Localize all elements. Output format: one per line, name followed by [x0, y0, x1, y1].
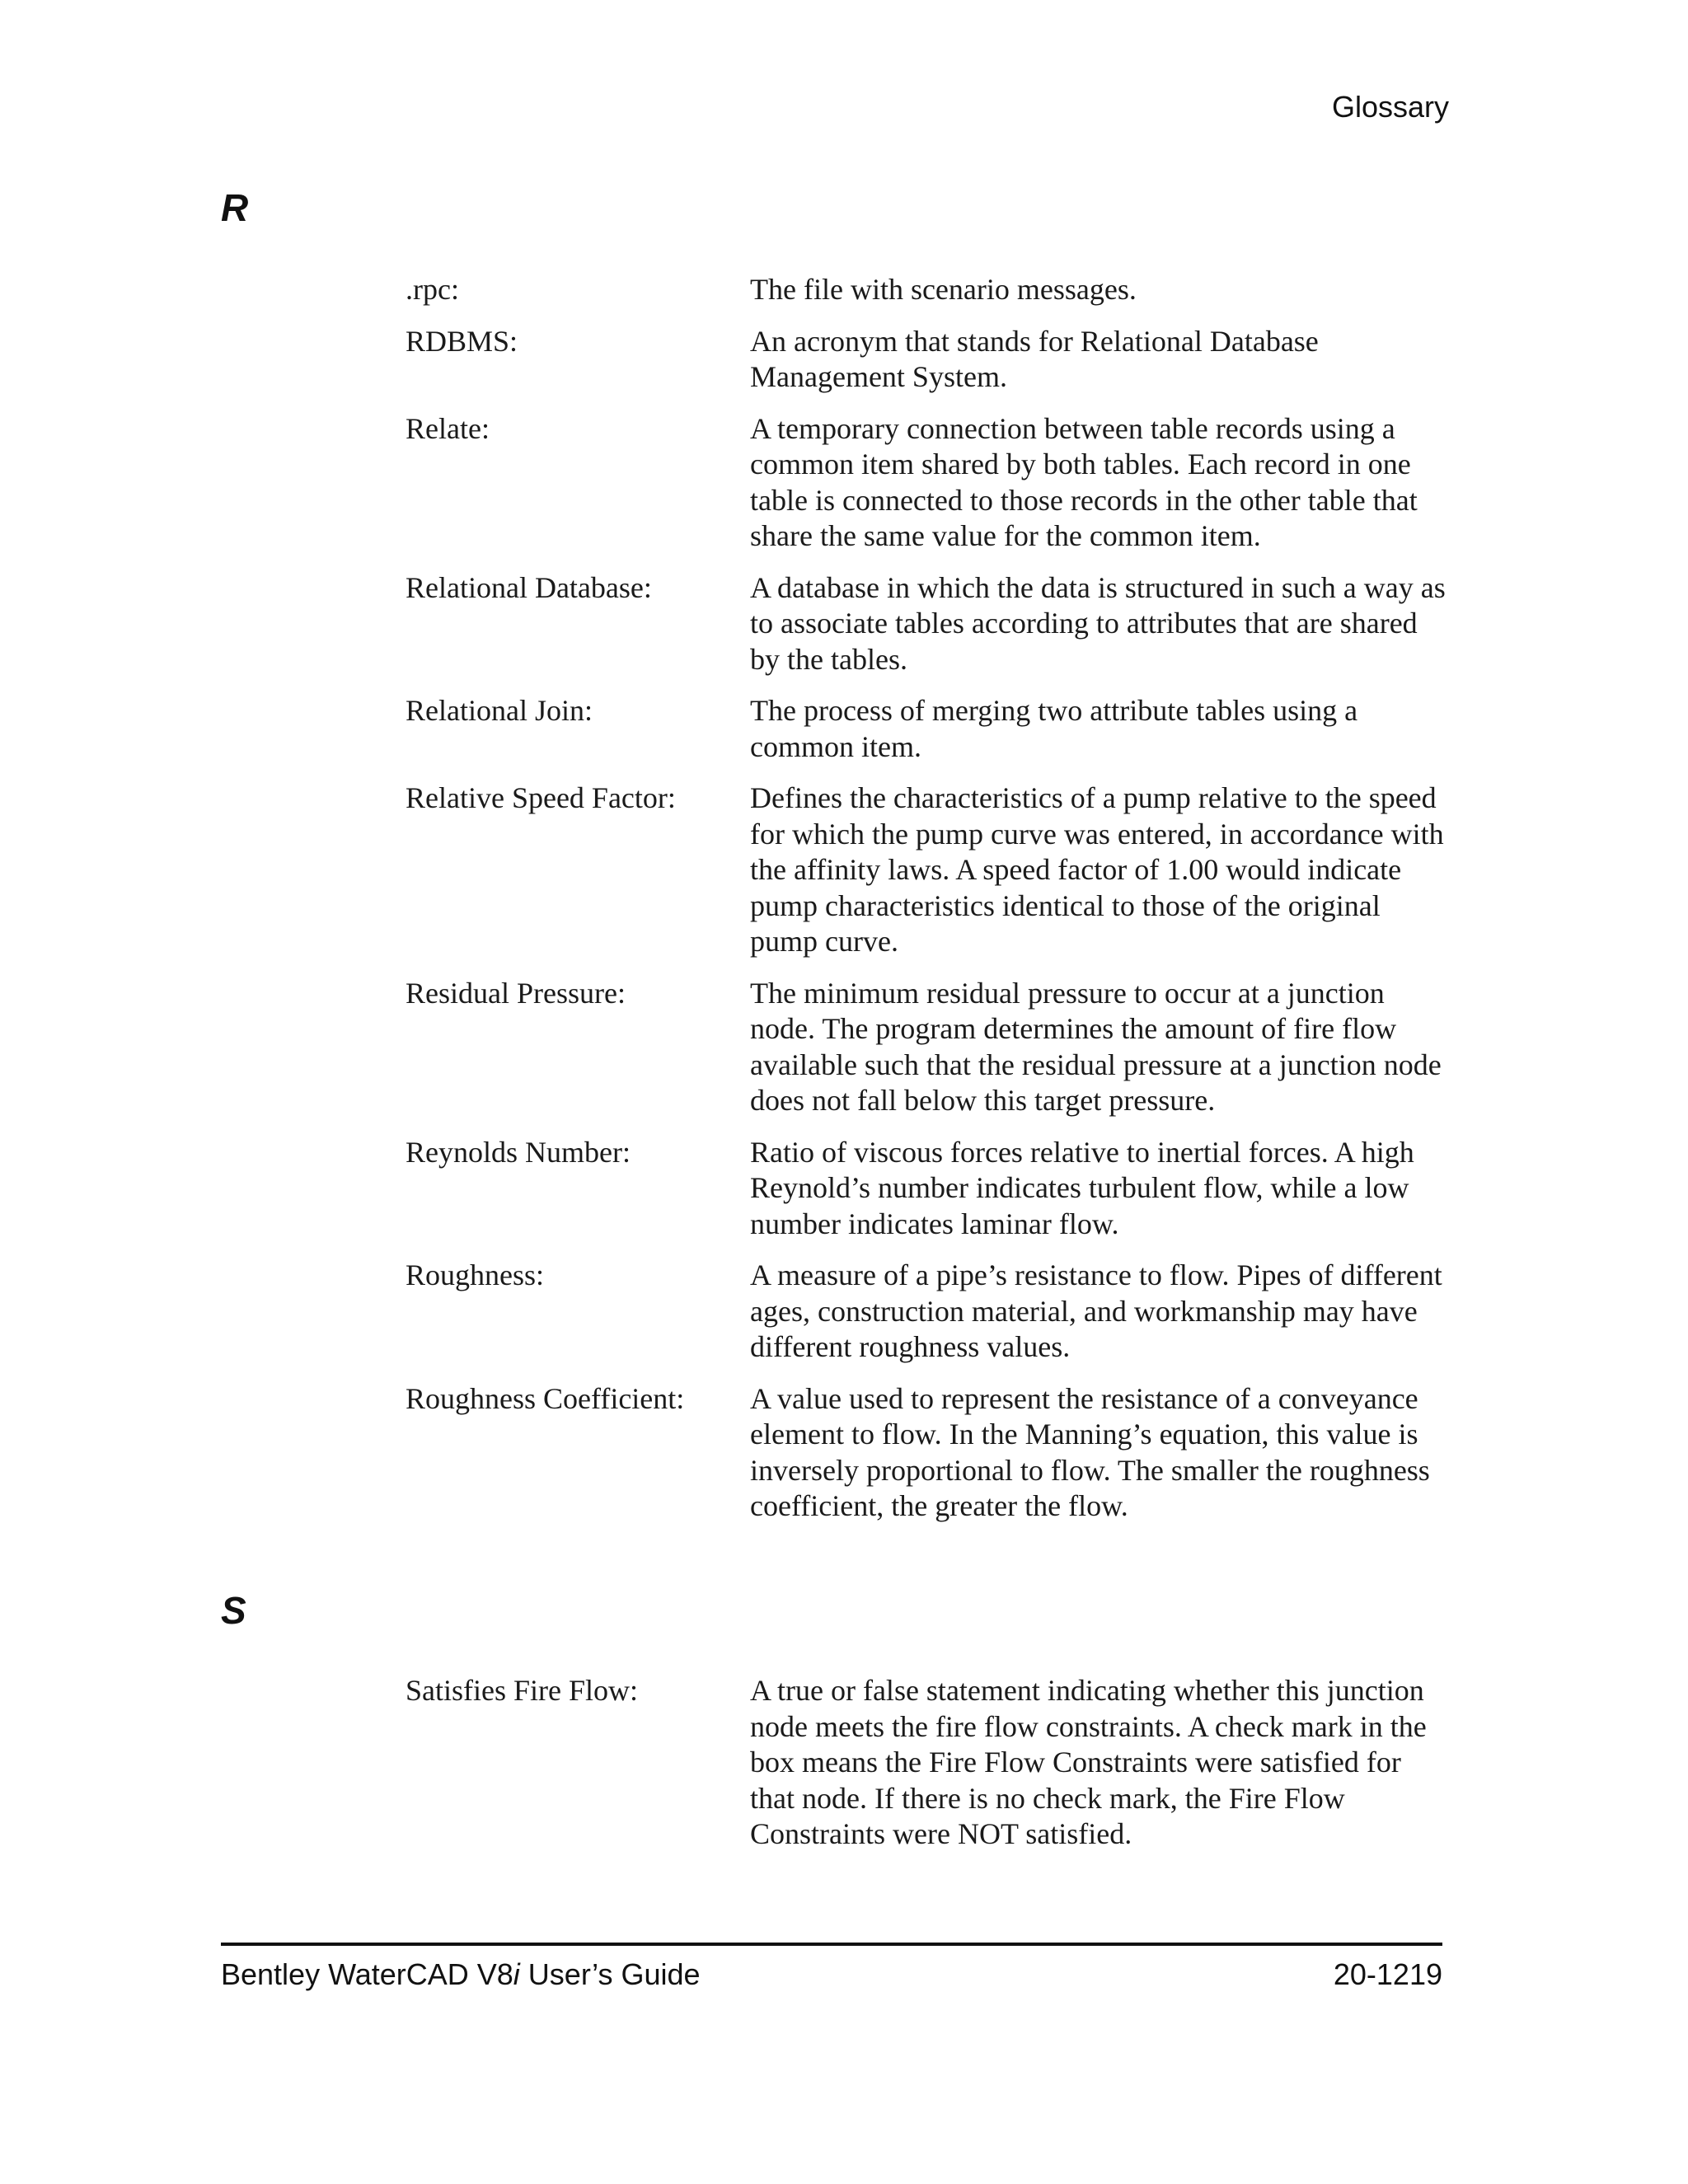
glossary-entry: [406, 976, 1452, 1119]
glossary-term: Reynolds Number:: [406, 1135, 631, 1169]
glossary-entry: [406, 1673, 1452, 1853]
glossary-term: .rpc:: [406, 273, 459, 306]
glossary-definition: A database in which the data is structured in such a way as to associate tables according to attributes that are shared by the tables.: [750, 570, 1446, 676]
glossary-entry: [406, 324, 1452, 396]
glossary-definition: A temporary connection between table records using a common item shared by both tables. Each record in one table is connected to those records in the other table that share the same value for the common item.: [750, 411, 1418, 552]
glossary-entry: [406, 411, 1452, 555]
footer-guide-title-italic: i: [513, 1957, 520, 1991]
glossary-section-r: [406, 272, 1452, 1540]
glossary-term: Roughness:: [406, 1258, 545, 1291]
glossary-section-s: [406, 1673, 1452, 1868]
footer-page-number: 20-1219: [1333, 1957, 1442, 1991]
glossary-entry: [406, 693, 1452, 765]
glossary-entry: [406, 570, 1452, 678]
glossary-entry: [406, 272, 1452, 308]
glossary-term: Relative Speed Factor:: [406, 781, 676, 814]
glossary-entry: [406, 1381, 1452, 1525]
glossary-term: RDBMS:: [406, 324, 518, 358]
glossary-entry: [406, 1135, 1452, 1243]
glossary-definition: An acronym that stands for Relational Database Management System.: [750, 324, 1319, 393]
glossary-definition: Ratio of viscous forces relative to inertial forces. A high Reynold’s number indicates turbulent flow, while a low number indicates laminar flow.: [750, 1135, 1414, 1240]
glossary-definition: Defines the characteristics of a pump relative to the speed for which the pump curve was entered, in accordance with the affinity laws. A speed factor of 1.00 would indicate pump characteristics identical to those of the original pump curve.: [750, 781, 1444, 958]
glossary-definition: The minimum residual pressure to occur at a junction node. The program determines the amount of fire flow available such that the residual pressure at a junction node does not fall below this target pressure.: [750, 976, 1442, 1117]
footer-guide-title: [221, 1957, 701, 1993]
footer-guide-title-suffix: User’s Guide: [519, 1957, 701, 1991]
glossary-term: Relational Join:: [406, 694, 593, 727]
glossary-term: Roughness Coefficient:: [406, 1381, 685, 1415]
glossary-definition: A measure of a pipe’s resistance to flow. Pipes of different ages, construction material, and workmanship may have different roughness values.: [750, 1258, 1442, 1363]
glossary-term: Relational Database:: [406, 570, 652, 604]
glossary-definition: The file with scenario messages.: [750, 273, 1137, 306]
glossary-term: Satisfies Fire Flow:: [406, 1674, 639, 1707]
glossary-definition: A true or false statement indicating whether this junction node meets the fire flow constraints. A check mark in the box means the Fire Flow Constraints were satisfied for that node. If there is no check mark, the Fire Flow Constraints were NOT satisfied.: [750, 1674, 1427, 1850]
glossary-entry: [406, 780, 1452, 960]
glossary-term: Residual Pressure:: [406, 976, 626, 1010]
running-header-title: Glossary: [1331, 90, 1449, 124]
glossary-definition: A value used to represent the resistance of a conveyance element to flow. In the Manning’s equation, this value is inversely proportional to flow. The smaller the roughness coefficient, the greater the flow.: [750, 1381, 1430, 1522]
glossary-term: Relate:: [406, 411, 490, 445]
footer-guide-title-prefix: Bentley WaterCAD V8: [221, 1957, 513, 1991]
glossary-entry: [406, 1258, 1452, 1366]
footer-rule: [221, 1943, 1442, 1946]
section-letter-s: S: [221, 1589, 246, 1632]
glossary-definition: The process of merging two attribute tables using a common item.: [750, 694, 1358, 763]
section-letter-r: R: [221, 186, 249, 229]
